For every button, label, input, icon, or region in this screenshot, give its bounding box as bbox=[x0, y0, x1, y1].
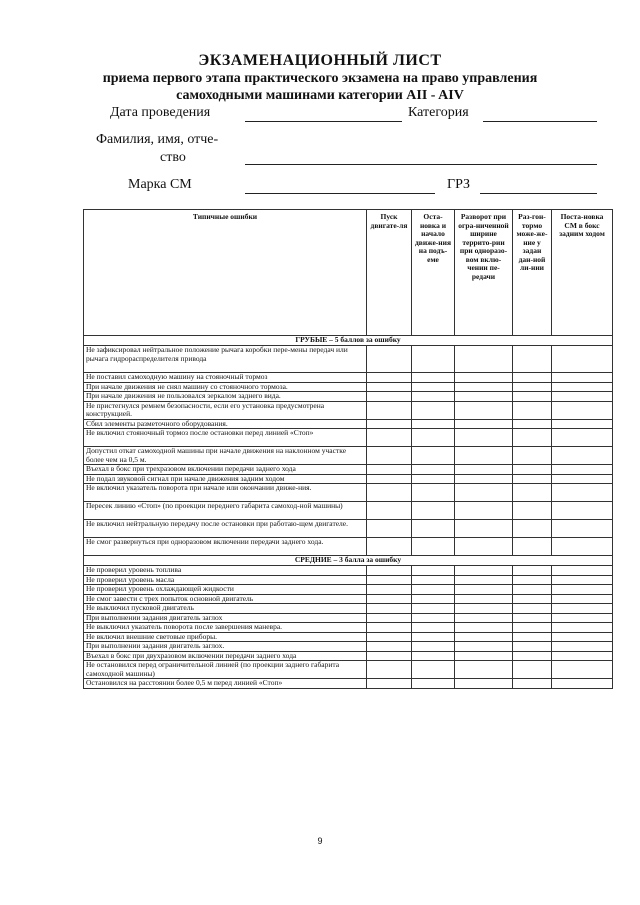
date-label: Дата проведения bbox=[110, 105, 211, 120]
mark-cell bbox=[367, 594, 412, 604]
table-header-row bbox=[84, 210, 613, 336]
table-row bbox=[84, 632, 613, 642]
mark-cell bbox=[513, 594, 552, 604]
column-header-acceleration-braking: Раз-гон-тормо може-же-ние у задан дан-ной ли-нии bbox=[513, 210, 552, 336]
mark-cell bbox=[513, 613, 552, 623]
mark-cell bbox=[455, 604, 513, 614]
table-row bbox=[84, 594, 613, 604]
table-row bbox=[84, 465, 613, 475]
mark-cell bbox=[367, 419, 412, 429]
mark-cell bbox=[412, 474, 455, 484]
mark-cell bbox=[412, 632, 455, 642]
mark-cell bbox=[513, 392, 552, 402]
error-description: Не включил внешние световые приборы. bbox=[84, 632, 367, 642]
errors-table bbox=[83, 209, 613, 689]
mark-cell bbox=[412, 502, 455, 520]
name-field-line bbox=[245, 164, 597, 165]
column-header-hill-start: Оста-новка и начало движе-ния на подъ-еме bbox=[412, 210, 455, 336]
mark-cell bbox=[552, 538, 613, 556]
column-header-errors: Типичные ошибки bbox=[84, 210, 367, 336]
mark-cell bbox=[367, 566, 412, 576]
mark-cell bbox=[367, 623, 412, 633]
mark-cell bbox=[552, 642, 613, 652]
mark-cell bbox=[455, 651, 513, 661]
table-row bbox=[84, 679, 613, 689]
mark-cell bbox=[513, 623, 552, 633]
mark-cell bbox=[455, 632, 513, 642]
mark-cell bbox=[412, 566, 455, 576]
mark-cell bbox=[367, 474, 412, 484]
error-description: Не проверил уровень топлива bbox=[84, 566, 367, 576]
table-row bbox=[84, 447, 613, 465]
error-description: Въехал в бокс при трехразовом включении передачи заднего хода bbox=[84, 465, 367, 475]
mark-cell bbox=[552, 566, 613, 576]
table-row bbox=[84, 585, 613, 595]
mark-cell bbox=[455, 382, 513, 392]
mark-cell bbox=[552, 465, 613, 475]
table-row bbox=[84, 419, 613, 429]
mark-cell bbox=[552, 419, 613, 429]
mark-cell bbox=[367, 538, 412, 556]
error-description: Не зафиксировал нейтральное положение рычага коробки пере-мены передач или рычага гидрораспределителя привода bbox=[84, 346, 367, 373]
table-row bbox=[84, 613, 613, 623]
error-description: Допустил откат самоходной машины при начале движения на наклонном участке более чем на 0,5 м. bbox=[84, 447, 367, 465]
table-row bbox=[84, 382, 613, 392]
mark-cell bbox=[552, 382, 613, 392]
mark-cell bbox=[513, 429, 552, 447]
error-description: Не остановился перед ограничительной линией (по проекции заднего габарита самоходной машины) bbox=[84, 661, 367, 679]
category-field-line bbox=[483, 121, 597, 122]
category-label: Категория bbox=[408, 105, 469, 120]
mark-cell bbox=[513, 604, 552, 614]
document-subtitle-line2: самоходными машинами категории AII - AIV bbox=[176, 88, 464, 103]
table-row bbox=[84, 429, 613, 447]
mark-cell bbox=[552, 594, 613, 604]
mark-cell bbox=[412, 585, 455, 595]
mark-cell bbox=[513, 419, 552, 429]
mark-cell bbox=[412, 401, 455, 419]
mark-cell bbox=[513, 373, 552, 383]
error-description: Не включил нейтральную передачу после остановки при работаю-щем двигателе. bbox=[84, 520, 367, 538]
column-header-reverse-parking: Поста-новка СМ в бокс задним ходом bbox=[552, 210, 613, 336]
table-row bbox=[84, 642, 613, 652]
table-row bbox=[84, 401, 613, 419]
error-description: Пересек линию «Стоп» (по проекции переднего габарита самоход-ной машины) bbox=[84, 502, 367, 520]
mark-cell bbox=[412, 613, 455, 623]
error-description: Сбил элементы разметочного оборудования. bbox=[84, 419, 367, 429]
mark-cell bbox=[513, 538, 552, 556]
mark-cell bbox=[455, 520, 513, 538]
mark-cell bbox=[513, 447, 552, 465]
mark-cell bbox=[513, 401, 552, 419]
mark-cell bbox=[412, 594, 455, 604]
mark-cell bbox=[513, 575, 552, 585]
mark-cell bbox=[513, 520, 552, 538]
mark-cell bbox=[412, 642, 455, 652]
mark-cell bbox=[412, 392, 455, 402]
mark-cell bbox=[367, 585, 412, 595]
mark-cell bbox=[552, 679, 613, 689]
mark-cell bbox=[455, 575, 513, 585]
mark-cell bbox=[367, 447, 412, 465]
error-description: При начале движения не пользовался зеркалом заднего вида. bbox=[84, 392, 367, 402]
mark-cell bbox=[552, 392, 613, 402]
mark-cell bbox=[552, 575, 613, 585]
grz-label: ГРЗ bbox=[447, 177, 471, 192]
mark-cell bbox=[412, 447, 455, 465]
mark-cell bbox=[552, 585, 613, 595]
brand-field-line bbox=[245, 193, 435, 194]
table-row bbox=[84, 566, 613, 576]
mark-cell bbox=[412, 484, 455, 502]
mark-cell bbox=[367, 382, 412, 392]
error-description: Не включил стояночный тормоз после остановки перед линией «Стоп» bbox=[84, 429, 367, 447]
table-row bbox=[84, 538, 613, 556]
mark-cell bbox=[552, 447, 613, 465]
mark-cell bbox=[513, 566, 552, 576]
mark-cell bbox=[455, 429, 513, 447]
mark-cell bbox=[552, 520, 613, 538]
mark-cell bbox=[412, 465, 455, 475]
error-description: Не выключил пусковой двигатель bbox=[84, 604, 367, 614]
table-row bbox=[84, 474, 613, 484]
mark-cell bbox=[412, 429, 455, 447]
table-row bbox=[84, 502, 613, 520]
date-field-line bbox=[245, 121, 402, 122]
mark-cell bbox=[455, 661, 513, 679]
mark-cell bbox=[367, 575, 412, 585]
section-row bbox=[84, 336, 613, 346]
mark-cell bbox=[513, 632, 552, 642]
mark-cell bbox=[552, 373, 613, 383]
mark-cell bbox=[367, 401, 412, 419]
table-row bbox=[84, 373, 613, 383]
error-description: Остановился на расстоянии более 0,5 м перед линией «Стоп» bbox=[84, 679, 367, 689]
mark-cell bbox=[552, 651, 613, 661]
mark-cell bbox=[412, 538, 455, 556]
mark-cell bbox=[455, 484, 513, 502]
error-description: Не поставил самоходную машину на стояночный тормоз bbox=[84, 373, 367, 383]
mark-cell bbox=[412, 661, 455, 679]
mark-cell bbox=[367, 679, 412, 689]
table-row bbox=[84, 604, 613, 614]
mark-cell bbox=[513, 346, 552, 373]
section-row bbox=[84, 556, 613, 566]
column-header-u-turn: Разворот при огра-ниченной ширине террито-рии при одноразо-вом вклю-чении пе-редачи bbox=[455, 210, 513, 336]
table-row bbox=[84, 484, 613, 502]
mark-cell bbox=[455, 585, 513, 595]
mark-cell bbox=[412, 679, 455, 689]
error-description: Не пристегнулся ремнем безопасности, если его установка предусмотрена конструкцией. bbox=[84, 401, 367, 419]
mark-cell bbox=[367, 520, 412, 538]
mark-cell bbox=[455, 474, 513, 484]
mark-cell bbox=[513, 651, 552, 661]
error-description: Не проверил уровень охлаждающей жидкости bbox=[84, 585, 367, 595]
mark-cell bbox=[367, 604, 412, 614]
mark-cell bbox=[412, 373, 455, 383]
mark-cell bbox=[455, 447, 513, 465]
error-description: Не включил указатель поворота при начале или окончании движе-ния. bbox=[84, 484, 367, 502]
error-description: При начале движения не снял машину со стояночного тормоза. bbox=[84, 382, 367, 392]
mark-cell bbox=[455, 346, 513, 373]
table-row bbox=[84, 346, 613, 373]
error-description: Не смог развернуться при одноразовом включении передачи заднего хода. bbox=[84, 538, 367, 556]
mark-cell bbox=[552, 661, 613, 679]
error-description: Не выключил указатель поворота после завершения маневра. bbox=[84, 623, 367, 633]
mark-cell bbox=[552, 484, 613, 502]
mark-cell bbox=[455, 642, 513, 652]
mark-cell bbox=[552, 401, 613, 419]
section-title: ГРУБЫЕ – 5 баллов за ошибку bbox=[84, 336, 613, 346]
mark-cell bbox=[367, 632, 412, 642]
mark-cell bbox=[412, 382, 455, 392]
mark-cell bbox=[455, 623, 513, 633]
mark-cell bbox=[367, 465, 412, 475]
mark-cell bbox=[367, 392, 412, 402]
mark-cell bbox=[513, 474, 552, 484]
mark-cell bbox=[412, 346, 455, 373]
mark-cell bbox=[513, 679, 552, 689]
mark-cell bbox=[412, 419, 455, 429]
mark-cell bbox=[367, 613, 412, 623]
mark-cell bbox=[367, 346, 412, 373]
mark-cell bbox=[552, 474, 613, 484]
error-description: Въехал в бокс при двухразовом включении передачи заднего хода bbox=[84, 651, 367, 661]
document-subtitle-line1: приема первого этапа практического экзамена на право управления bbox=[102, 71, 538, 86]
mark-cell bbox=[513, 382, 552, 392]
mark-cell bbox=[367, 484, 412, 502]
mark-cell bbox=[455, 373, 513, 383]
mark-cell bbox=[367, 373, 412, 383]
error-description: Не проверил уровень масла bbox=[84, 575, 367, 585]
mark-cell bbox=[513, 642, 552, 652]
table-row bbox=[84, 651, 613, 661]
mark-cell bbox=[455, 401, 513, 419]
error-description: При выполнении задания двигатель заглох. bbox=[84, 642, 367, 652]
table-row bbox=[84, 575, 613, 585]
mark-cell bbox=[367, 429, 412, 447]
mark-cell bbox=[412, 651, 455, 661]
mark-cell bbox=[552, 502, 613, 520]
mark-cell bbox=[513, 661, 552, 679]
page-number: 9 bbox=[317, 836, 323, 846]
mark-cell bbox=[552, 604, 613, 614]
mark-cell bbox=[455, 566, 513, 576]
table-row bbox=[84, 520, 613, 538]
mark-cell bbox=[455, 419, 513, 429]
mark-cell bbox=[455, 465, 513, 475]
mark-cell bbox=[367, 661, 412, 679]
mark-cell bbox=[455, 392, 513, 402]
error-description: При выполнении задания двигатель заглох bbox=[84, 613, 367, 623]
name-label-line2: ство bbox=[160, 150, 186, 165]
column-header-engine-start: Пуск двигате-ля bbox=[367, 210, 412, 336]
document-title: ЭКЗАМЕНАЦИОННЫЙ ЛИСТ bbox=[198, 52, 442, 69]
mark-cell bbox=[455, 538, 513, 556]
mark-cell bbox=[513, 502, 552, 520]
mark-cell bbox=[455, 594, 513, 604]
brand-label: Марка СМ bbox=[128, 177, 192, 192]
grz-field-line bbox=[480, 193, 597, 194]
mark-cell bbox=[455, 679, 513, 689]
mark-cell bbox=[552, 613, 613, 623]
mark-cell bbox=[552, 623, 613, 633]
table-row bbox=[84, 623, 613, 633]
mark-cell bbox=[367, 651, 412, 661]
mark-cell bbox=[552, 632, 613, 642]
mark-cell bbox=[412, 604, 455, 614]
table-row bbox=[84, 392, 613, 402]
mark-cell bbox=[367, 502, 412, 520]
mark-cell bbox=[455, 613, 513, 623]
mark-cell bbox=[552, 429, 613, 447]
mark-cell bbox=[513, 484, 552, 502]
mark-cell bbox=[552, 346, 613, 373]
mark-cell bbox=[412, 575, 455, 585]
mark-cell bbox=[513, 585, 552, 595]
table-row bbox=[84, 661, 613, 679]
name-label-line1: Фамилия, имя, отче- bbox=[96, 132, 219, 147]
mark-cell bbox=[455, 502, 513, 520]
error-description: Не подал звуковой сигнал при начале движения задним ходом bbox=[84, 474, 367, 484]
mark-cell bbox=[412, 520, 455, 538]
mark-cell bbox=[412, 623, 455, 633]
error-description: Не смог завести с трех попыток основной двигатель bbox=[84, 594, 367, 604]
mark-cell bbox=[367, 642, 412, 652]
section-title: СРЕДНИЕ – 3 балла за ошибку bbox=[84, 556, 613, 566]
mark-cell bbox=[513, 465, 552, 475]
